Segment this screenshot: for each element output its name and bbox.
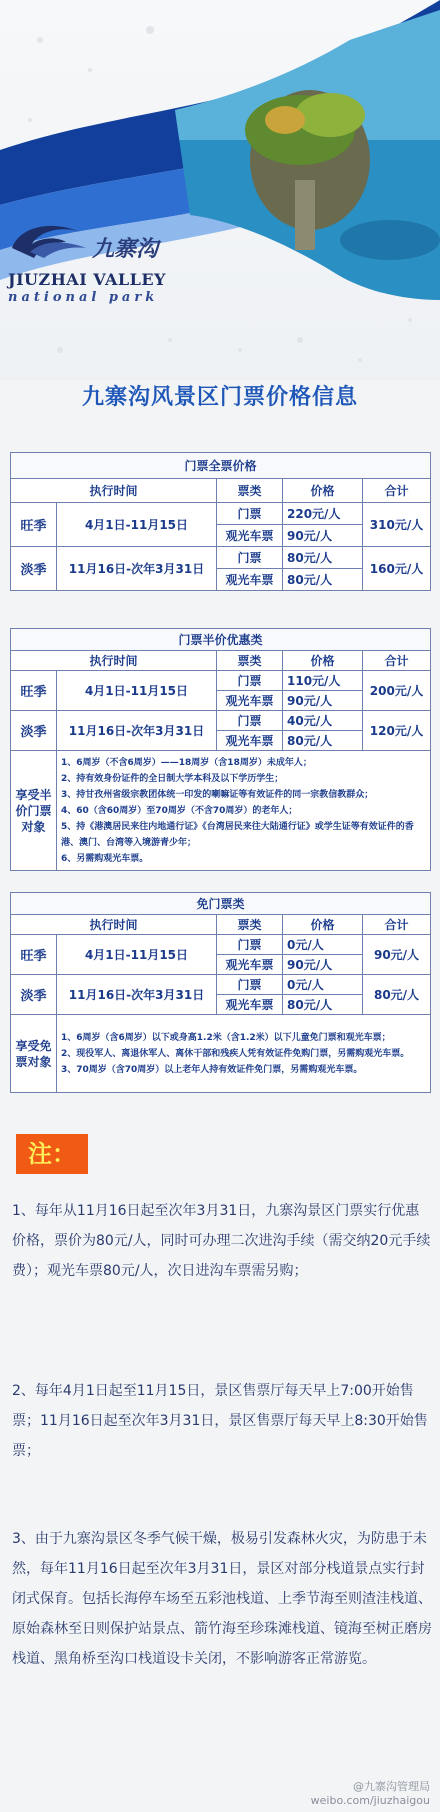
half-price-table	[10, 628, 431, 871]
ticket-price: 90元/人	[283, 691, 363, 711]
season-total: 80元/人	[363, 975, 431, 1015]
ticket-price: 90元/人	[283, 955, 363, 975]
ticket-type: 门票	[217, 547, 283, 569]
col-header-period: 执行时间	[11, 479, 217, 503]
eligibility-list	[57, 1015, 431, 1093]
season-total: 310元/人	[363, 503, 431, 547]
eligibility-item: 3、70周岁（含70周岁）以上老年人持有效证件免门票，另需购观光车票。	[61, 1064, 363, 1075]
ticket-price: 0元/人	[283, 935, 363, 955]
season-period: 11月16日-次年3月31日	[57, 975, 217, 1015]
col-header-price: 价格	[283, 915, 363, 935]
eligibility-item: 4、60（含60周岁）至70周岁（不含70周岁）的老年人；	[61, 805, 298, 816]
ticket-price: 80元/人	[283, 569, 363, 591]
ticket-type: 门票	[217, 935, 283, 955]
col-header-type: 票类	[217, 915, 283, 935]
watermark-url: weibo.com/jiuzhaigou	[310, 1794, 430, 1807]
logo-english-subtitle: national park	[8, 290, 159, 305]
eligibility-header: 享受半价门票对象	[11, 751, 57, 871]
ticket-price: 110元/人	[283, 671, 363, 691]
ticket-price: 80元/人	[283, 547, 363, 569]
ticket-price: 90元/人	[283, 525, 363, 547]
ticket-price: 80元/人	[283, 731, 363, 751]
col-header-price: 价格	[283, 651, 363, 671]
table-caption: 门票全票价格	[11, 453, 431, 479]
col-header-total: 合计	[363, 651, 431, 671]
eligibility-item: 1、6周岁（不含6周岁）——18周岁（含18周岁）未成年人；	[61, 757, 312, 768]
table-caption: 免门票类	[11, 893, 431, 915]
season-off: 淡季	[11, 711, 57, 751]
ticket-type: 门票	[217, 711, 283, 731]
table-caption: 门票半价优惠类	[11, 629, 431, 651]
col-header-period: 执行时间	[11, 915, 217, 935]
eligibility-item: 3、持甘孜州省级宗教团体统一印发的喇嘛证等有效证件的同一宗教信教群众；	[61, 789, 374, 800]
ticket-price: 80元/人	[283, 995, 363, 1015]
banner-graphic	[0, 0, 440, 380]
season-total: 160元/人	[363, 547, 431, 591]
col-header-type: 票类	[217, 651, 283, 671]
ticket-type: 观光车票	[217, 955, 283, 975]
ticket-type: 观光车票	[217, 569, 283, 591]
free-ticket-table	[10, 892, 431, 1093]
col-header-type: 票类	[217, 479, 283, 503]
eligibility-item: 5、持《港澳居民来往内地通行证》《台湾居民来往大陆通行证》或学生证等有效证件的香港、澳门、台湾等入境游青少年；	[61, 821, 414, 848]
weibo-watermark	[311, 1780, 430, 1808]
ticket-type: 门票	[217, 671, 283, 691]
note-item-3: 3、由于九寨沟景区冬季气候干燥，极易引发森林火灾，为防患于未然，每年11月16日起至次年3月31日，景区对部分栈道景点实行封闭式保育。包括长海停车场至五彩池栈道、上季节海至则渣洼栈道、原始森林至日则保护站景点、箭竹海至珍珠滩栈道、镜海至树正磨房栈道、黑角桥至沟口栈道设卡关闭，不影响游客正常游览。	[12, 1531, 432, 1667]
logo-english-title: JIUZHAI VALLEY	[8, 270, 166, 289]
ticket-type: 观光车票	[217, 525, 283, 547]
col-header-total: 合计	[363, 479, 431, 503]
col-header-price: 价格	[283, 479, 363, 503]
note-badge: 注：	[16, 1134, 88, 1174]
eligibility-header: 享受免票对象	[11, 1015, 57, 1093]
col-header-period: 执行时间	[11, 651, 217, 671]
season-period: 4月1日-11月15日	[57, 671, 217, 711]
page-title: 九寨沟风景区门票价格信息	[81, 385, 358, 410]
ticket-type: 门票	[217, 975, 283, 995]
eligibility-list	[57, 751, 431, 871]
logo-chinese-name: 九寨沟	[92, 236, 159, 262]
season-total: 120元/人	[363, 711, 431, 751]
eligibility-item: 2、持有效身份证件的全日制大学本科及以下学历学生；	[61, 773, 284, 784]
season-total: 200元/人	[363, 671, 431, 711]
full-price-table	[10, 452, 431, 591]
ticket-price: 220元/人	[283, 503, 363, 525]
season-off: 淡季	[11, 975, 57, 1015]
ticket-type: 观光车票	[217, 691, 283, 711]
note-item-2: 2、每年4月1日起至11月15日，景区售票厅每天早上7:00开始售票；11月16日起至次年3月31日，景区售票厅每天早上8:30开始售票；	[12, 1383, 428, 1459]
season-peak: 旺季	[11, 503, 57, 547]
ticket-type: 观光车票	[217, 995, 283, 1015]
ticket-type: 观光车票	[217, 731, 283, 751]
season-peak: 旺季	[11, 935, 57, 975]
col-header-total: 合计	[363, 915, 431, 935]
eligibility-item: 6、另需购观光车票。	[61, 853, 149, 864]
ticket-price: 0元/人	[283, 975, 363, 995]
season-period: 4月1日-11月15日	[57, 935, 217, 975]
scenic-photo-image	[170, 0, 440, 320]
season-off: 淡季	[11, 547, 57, 591]
eligibility-item: 2、现役军人、离退休军人、离休干部和残疾人凭有效证件免购门票，另需购观光车票。	[61, 1048, 410, 1059]
eligibility-item: 1、6周岁（含6周岁）以下或身高1.2米（含1.2米）以下儿童免门票和观光车票；	[61, 1032, 391, 1043]
season-total: 90元/人	[363, 935, 431, 975]
season-period: 11月16日-次年3月31日	[57, 711, 217, 751]
watermark-account: @九寨沟管理局	[353, 1780, 430, 1793]
season-peak: 旺季	[11, 671, 57, 711]
ticket-price: 40元/人	[283, 711, 363, 731]
season-period: 11月16日-次年3月31日	[57, 547, 217, 591]
note-item-1: 1、每年从11月16日起至次年3月31日，九寨沟景区门票实行优惠价格，票价为80元/人，同时可办理二次进沟手续（需交纳20元手续费）；观光车票80元/人，次日进沟车票需另购；	[12, 1203, 431, 1279]
season-period: 4月1日-11月15日	[57, 503, 217, 547]
ticket-type: 门票	[217, 503, 283, 525]
header-banner	[0, 0, 440, 380]
